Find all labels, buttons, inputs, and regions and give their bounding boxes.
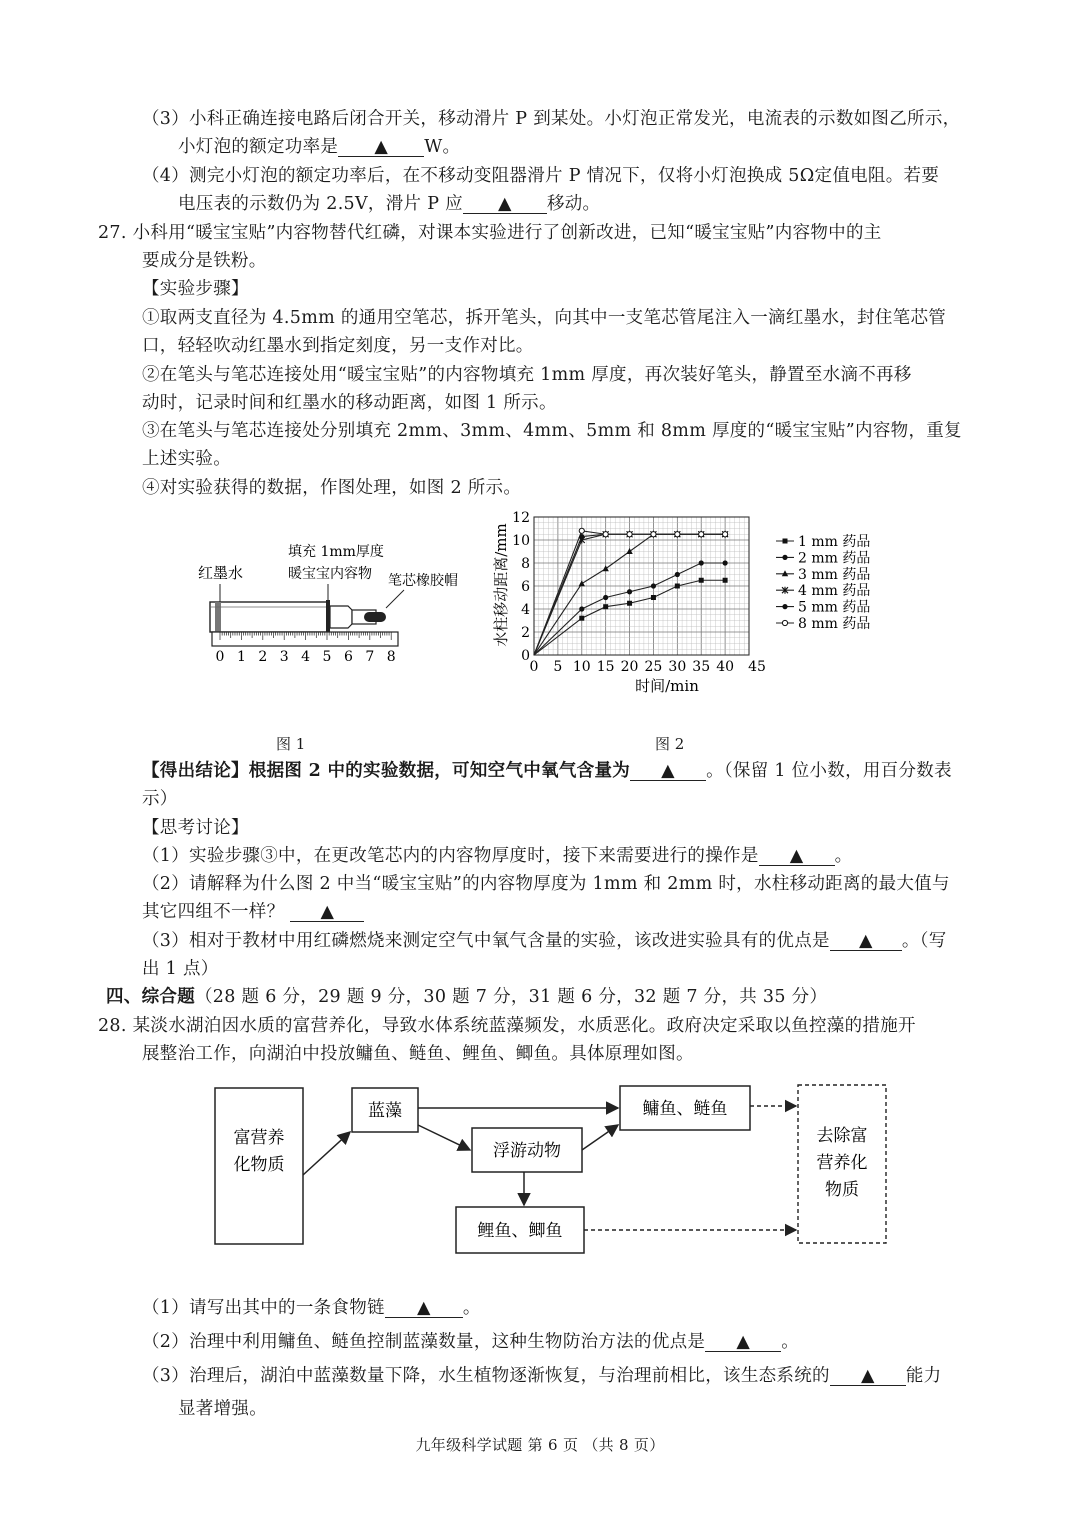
remove-label-2: 营养化 [816,1153,868,1173]
algae-label: 蓝藻 [368,1101,402,1121]
answer-blank[interactable]: ▲ [759,847,835,866]
q28-stem-line1: 28. 某淡水湖泊因水质的富营养化，导致水体系统蓝藻频发，水质恶化。政府决定采取以鱼控藻的措施开 [98,1016,916,1036]
data-point-series-6 [651,532,656,537]
zooplankton-label: 浮游动物 [493,1141,561,1161]
q27-discussion-3-line2: 出 1 点） [142,959,219,979]
q27-steps-title: 【实验步骤】 [142,279,249,299]
data-point-series-6 [699,532,704,537]
data-point-series-6 [675,532,680,537]
data-point-series-6 [723,532,728,537]
carp-crucian-label: 鲤鱼、鲫鱼 [477,1221,563,1241]
y-tick-label: 2 [521,625,530,641]
figure-1-caption: 图 1 [276,735,306,753]
pen-head [330,606,352,628]
data-point-series-5 [579,534,584,539]
legend-label: 1 mm 药品 [798,534,871,550]
legend-label: 5 mm 药品 [798,599,871,616]
x-tick-label: 25 [644,659,663,675]
q26-part4-line1: （4）测完小灯泡的额定功率后，在不移动变阻器滑片 P 情况下，仅将小灯泡换成 5Ω定值电阻。若要 [142,166,940,186]
y-tick-label: 0 [521,648,530,664]
pen-tube [210,602,328,632]
label-rubber-cap: 笔芯橡胶帽 [388,573,458,589]
legend-marker [782,604,787,609]
legend-label: 3 mm 药品 [798,566,871,583]
q27-conclusion-line2: 示） [142,789,178,809]
data-point-series-1 [675,584,680,589]
x-tick-label: 35 [692,659,711,675]
x-tick-label: 10 [572,659,591,675]
answer-blank[interactable]: ▲ [705,1333,781,1352]
q28-part1: （1）请写出其中的一条食物链 ▲ 。 [142,1298,481,1318]
data-point-series-2 [627,589,632,594]
x-tick-label: 45 [748,659,766,675]
y-tick-label: 8 [521,556,530,572]
y-tick-label: 6 [521,579,530,595]
data-point-series-6 [603,532,608,537]
q27-step4: ④对实验获得的数据，作图处理，如图 2 所示。 [142,478,522,498]
data-point-series-1 [603,604,608,609]
y-tick-label: 4 [521,602,530,618]
legend-label: 4 mm 药品 [798,583,871,600]
legend-label: 2 mm 药品 [798,550,871,567]
q27-discussion-2-line2: 其它四组不一样？ ▲ [142,901,364,923]
ruler-label: 6 [343,649,353,665]
data-point-series-3 [626,548,632,554]
x-tick-label: 15 [596,659,615,675]
q28-stem-line2: 展整治工作，向湖泊中投放鳙鱼、鲢鱼、鲤鱼、鲫鱼。具体原理如图。 [142,1044,694,1064]
y-axis-label: 水柱移动距离/mm [492,523,510,647]
data-point-series-1 [723,578,728,583]
q27-conclusion-line1: 【得出结论】根据图 2 中的实验数据，可知空气中氧气含量为 ▲ 。（保留 1 位小数，用百分数表 [142,761,952,781]
q27-discussion-1: （1）实验步骤③中，在更改笔芯内的内容物厚度时，接下来需要进行的操作是 ▲ 。 [142,846,853,866]
answer-blank[interactable]: ▲ [338,138,424,157]
rubber-cap [364,612,386,622]
figure-2-caption: 图 2 [655,735,685,753]
data-point-series-2 [579,606,584,611]
label-fill-line2: 暖宝宝内容物 [288,566,372,582]
page-footer: 九年级科学试题 第 6 页 （共 8 页） [415,1436,665,1454]
data-point-series-3 [579,580,585,586]
q26-part3-line1: （3）小科正确连接电路后闭合开关，移动滑片 P 到某处。小灯泡正常发光，电流表的示数如图乙所示， [142,109,961,129]
data-point-series-2 [723,560,728,565]
food-web-diagram [200,1075,900,1265]
data-point-series-2 [675,572,680,577]
ruler-label: 2 [258,649,268,665]
ruler-label: 7 [365,649,375,665]
x-tick-label: 20 [620,659,639,675]
nutrients-label-2: 化物质 [233,1155,285,1175]
x-tick-label: 40 [716,659,735,675]
figure-2-chart [482,505,892,695]
data-point-series-3 [602,565,608,571]
label-red-ink: 红墨水 [198,564,244,582]
x-axis-label: 时间/min [635,677,699,695]
answer-blank[interactable]: ▲ [290,903,364,922]
answer-blank[interactable]: ▲ [830,1367,906,1386]
arrow-algae-to-zooplankton [418,1125,470,1150]
q27-discussion-title: 【思考讨论】 [142,818,249,838]
data-point-series-6 [579,528,584,533]
q27-step1-line1: ①取两支直径为 4.5mm 的通用空笔芯，拆开笔头，向其中一支笔芯管尾注入一滴红墨水，封住笔芯管 [142,308,947,328]
ruler-label: 4 [301,649,311,665]
q27-discussion-2-line1: （2）请解释为什么图 2 中当“暖宝宝贴”的内容物厚度为 1mm 和 2mm 时，水柱移动距离的最大值与 [142,874,950,894]
y-tick-label: 12 [512,510,530,526]
q28-part2: （2）治理中利用鳙鱼、鲢鱼控制蓝藻数量，这种生物防治方法的优点是 ▲ 。 [142,1332,800,1352]
section-4-heading: 四、综合题（28 题 6 分，29 题 9 分，30 题 7 分，31 题 6 分，32 题 7 分，共 35 分） [106,987,828,1007]
q26-part4-line2: 电压表的示数仍为 2.5V，滑片 P 应 ▲ 移动。 [178,194,601,214]
answer-blank[interactable]: ▲ [463,195,547,214]
ruler-label: 3 [279,649,289,665]
red-ink-drop [215,602,221,632]
x-tick-label: 30 [668,659,687,675]
legend-marker [783,539,788,544]
figure-1-pen-refill [190,530,470,670]
remove-label-1: 去除富 [816,1126,868,1146]
ruler-label: 1 [236,649,246,665]
answer-blank[interactable]: ▲ [630,762,706,781]
ruler-label: 0 [215,649,225,665]
ruler-label: 5 [322,649,332,665]
remove-label-3: 物质 [825,1180,859,1200]
q27-discussion-3-line1: （3）相对于教材中用红磷燃烧来测定空气中氧气含量的实验，该改进实验具有的优点是 ▲ 。（写 [142,931,947,951]
y-tick-label: 10 [512,533,530,549]
q26-part3-line2: 小灯泡的额定功率是 ▲ W。 [178,137,461,157]
q27-stem-line1: 27. 小科用“暖宝宝贴”内容物替代红磷，对课本实验进行了创新改进，已知“暖宝宝贴”内容物中的主 [98,223,882,243]
label-fill-line1: 填充 1mm厚度 [288,544,384,560]
q27-step3-line2: 上述实验。 [142,449,231,469]
x-tick-label: 5 [553,659,563,675]
legend-marker [782,620,787,625]
arrow-nutrients-to-algae [303,1132,350,1175]
data-point-series-1 [627,601,632,606]
data-point-series-1 [579,616,584,621]
arrow-zooplankton-to-bighead [582,1125,618,1150]
data-point-series-2 [603,595,608,600]
x-tick-label: 0 [529,659,539,675]
bighead-silver-label: 鳙鱼、鲢鱼 [642,1099,728,1119]
data-point-series-2 [699,560,704,565]
data-point-series-2 [651,583,656,588]
nutrients-label-1: 富营养 [233,1128,285,1148]
data-point-series-6 [627,532,632,537]
q27-step2-line1: ②在笔头与笔芯连接处用“暖宝宝贴”的内容物填充 1mm 厚度，再次装好笔头，静置至水滴不再移 [142,365,912,385]
data-point-series-1 [699,578,704,583]
q28-part3-line2: 显著增强。 [178,1399,267,1419]
answer-blank[interactable]: ▲ [830,932,902,951]
q27-step2-line2: 动时，记录时间和红墨水的移动距离，如图 1 所示。 [142,393,557,413]
q27-step3-line1: ③在笔头与笔芯连接处分别填充 2mm、3mm、4mm、5mm 和 8mm 厚度的“暖宝宝贴”内容物，重复 [142,421,962,441]
ruler-label: 8 [386,649,396,665]
data-point-series-1 [651,595,656,600]
legend-marker [782,555,787,560]
legend-label: 8 mm 药品 [798,616,871,632]
q27-step1-line2: 口，轻轻吹动红墨水到指定刻度，另一支作对比。 [142,336,534,356]
q28-part3-line1: （3）治理后，湖泊中蓝藻数量下降，水生植物逐渐恢复，与治理前相比，该生态系统的 ▲ 能力 [142,1366,942,1386]
answer-blank[interactable]: ▲ [385,1299,463,1318]
q27-stem-line2: 要成分是铁粉。 [142,251,267,271]
